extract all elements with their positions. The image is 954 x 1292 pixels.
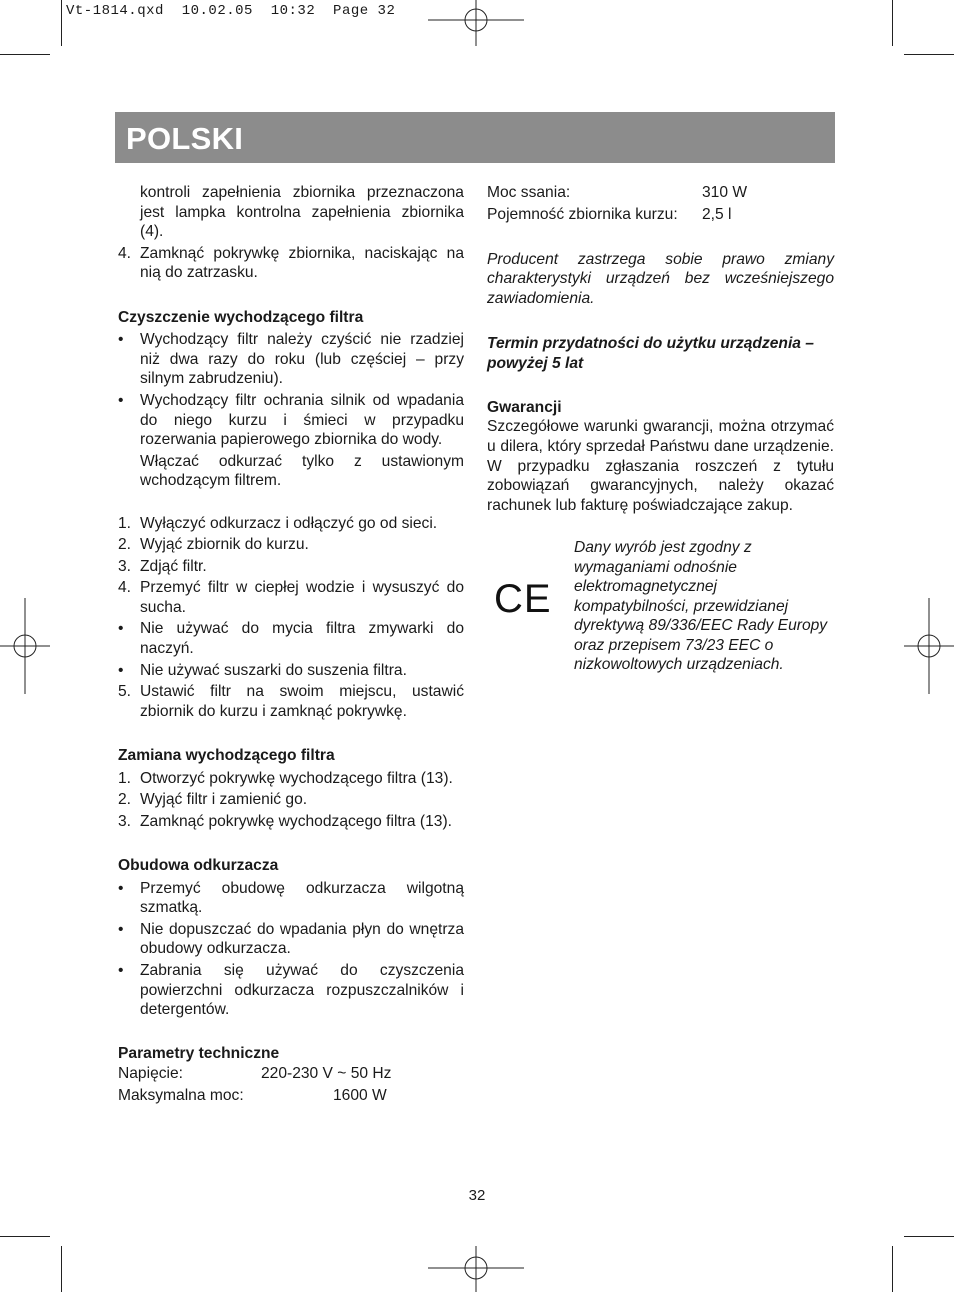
list-item	[118, 661, 464, 681]
list-item	[118, 920, 464, 959]
list-item-text: Wychodzący filtr należy czyścić nie rzadziej niż dwa razy do roku (lub częściej – przy silnym zabrudzeniu).	[140, 331, 464, 388]
list-item-text: Nie dopuszczać do wpadania płyn do wnętrza obudowy odkurzacza.	[140, 920, 464, 958]
page-number: 32	[468, 1187, 486, 1204]
list-marker: 5.	[118, 683, 132, 701]
list-marker: •	[118, 920, 124, 938]
param-label: Moc ssania:	[487, 184, 571, 201]
list-item	[118, 244, 464, 283]
list-marker: 2.	[118, 791, 132, 809]
list-marker: •	[118, 661, 124, 679]
list-item	[118, 330, 464, 389]
list-item-note: Włączać odkurzać tylko z ustawionym wchodzącym filtrem.	[140, 452, 464, 490]
list-marker: •	[118, 879, 124, 897]
ce-text: Dany wyrób jest zgodny z wymaganiami odnośnie elektromagnetycznej kompatybilności, przewidzianej dyrektywą 89/336/EEC Rady Europy oraz przepisem 73/23 EEC o nizkowoltowych urządzeniach.	[574, 538, 828, 674]
list-item	[118, 391, 464, 450]
list-marker: 3.	[118, 557, 132, 575]
list-item-text: Przemyć obudowę odkurzacza wilgotną szmatką.	[140, 879, 464, 917]
list-item	[118, 557, 464, 577]
list-item-text: Zamknąć pokrywkę zbiornika, naciskając na nią do zatrzasku.	[140, 244, 464, 282]
section-heading: Parametry techniczne	[118, 1045, 280, 1063]
list-item-text: Wyjąć filtr i zamienić go.	[140, 791, 308, 809]
registration-mark	[428, 1246, 524, 1292]
list-item-text: Wyjąć zbiornik do kurzu.	[140, 536, 309, 554]
list-item-text: Wyłączyć odkurzacz i odłączyć go od sieci.	[140, 514, 438, 532]
list-item-text: Przemyć filtr w ciepłej wodzie i wysuszyć do sucha.	[140, 579, 464, 616]
list-item	[118, 514, 464, 534]
left-column	[118, 183, 464, 1108]
warranty-text: Szczegółowe warunki gwarancji, można otrzymać u dilera, który sprzedał Państwu dane urządzenie. W przypadku zgłaszania roszczeń z tytułu zobowiązań gwarancyjnych, należy okazać rachunek lub fakturę poświadczające zakup.	[487, 418, 834, 514]
list-item-text: Nie używać suszarki do suszenia filtra.	[140, 661, 407, 679]
list-item	[118, 619, 464, 658]
ce-declaration	[487, 538, 834, 675]
language-banner	[115, 112, 835, 163]
registration-mark	[0, 598, 50, 694]
list-item	[118, 790, 464, 810]
list-marker: 1.	[118, 514, 132, 532]
list-item	[118, 682, 464, 721]
list-marker: 1.	[118, 769, 132, 787]
section-heading: Obudowa odkurzacza	[118, 857, 279, 874]
crop-mark	[892, 1246, 893, 1292]
file-slug: Vt-1814.qxd 10.02.05 10:32 Page 32	[66, 3, 396, 19]
intro-continuation: kontroli zapełnienia zbiornika przeznaczona jest lampka kontrolna zapełnienia zbiornika (4).	[140, 184, 464, 241]
list-marker: •	[118, 391, 124, 409]
cleaning-steps	[118, 514, 464, 722]
section-heading: Gwarancji	[487, 398, 562, 416]
list-item-text: Nie używać do mycia filtra zmywarki do naczyń.	[140, 620, 464, 658]
list-item	[118, 535, 464, 555]
list-marker: •	[118, 620, 124, 638]
registration-mark	[428, 0, 524, 46]
housing-items	[118, 879, 464, 1020]
list-item-text: Ustawić filtr na swoim miejscu, ustawić zbiornik do kurzu i zamknąć pokrywkę.	[140, 683, 464, 720]
list-item	[118, 961, 464, 1020]
list-marker: 4.	[118, 244, 132, 262]
crop-mark	[61, 1246, 62, 1292]
list-marker: •	[118, 331, 124, 349]
ce-mark-icon	[494, 576, 552, 621]
crop-mark	[0, 54, 50, 55]
param-label: Maksymalna moc:	[118, 1086, 244, 1104]
param-value: 220-230 V ~ 50 Hz	[261, 1064, 392, 1082]
param-label: Napięcie:	[118, 1064, 184, 1082]
replace-steps	[118, 769, 464, 832]
list-item-text: Wychodzący filtr ochrania silnik od wpadania do niego kurzu i śmieci w przypadku rozerwania papierowego zbiornika do wody.	[140, 391, 464, 449]
param-row	[487, 205, 834, 227]
list-marker: 4.	[118, 579, 132, 597]
list-marker: •	[118, 961, 124, 979]
manufacturer-disclaimer: Producent zastrzega sobie prawo zmiany charakterystyki urządzeń bez wcześniejszego zawiadomienia.	[487, 250, 834, 307]
param-row	[487, 183, 834, 205]
param-value: 310 W	[702, 184, 748, 201]
list-marker: 3.	[118, 812, 132, 830]
crop-mark	[61, 0, 62, 46]
crop-mark	[904, 1236, 954, 1237]
right-column	[487, 183, 834, 675]
param-value: 1600 W	[333, 1086, 387, 1104]
param-value: 2,5 l	[702, 206, 732, 223]
param-row	[118, 1086, 464, 1108]
list-item	[118, 769, 464, 789]
service-life-note: Termin przydatności do użytku urządzenia – powyżej 5 lat	[487, 334, 814, 372]
list-item-text: Zdjąć filtr.	[140, 557, 207, 575]
section-heading: Czyszczenie wychodzącego filtra	[118, 308, 364, 326]
registration-mark	[904, 598, 954, 694]
list-marker: 2.	[118, 536, 132, 554]
list-item-text: Zabrania się używać do czyszczenia powierzchni odkurzacza rozpuszczalników i detergentów.	[140, 961, 464, 1019]
list-item-text: Otworzyć pokrywkę wychodzącego filtra (13).	[140, 769, 453, 787]
crop-mark	[892, 0, 893, 46]
list-item	[118, 578, 464, 617]
param-label: Pojemność zbiornika kurzu:	[487, 206, 678, 223]
ce-mark-text: CE	[494, 576, 552, 621]
list-item	[118, 812, 464, 832]
crop-mark	[904, 54, 954, 55]
section-heading: Zamiana wychodzącego filtra	[118, 747, 335, 765]
list-item-text: Zamknąć pokrywkę wychodzącego filtra (13).	[140, 812, 452, 830]
crop-mark	[0, 1236, 50, 1237]
param-row	[118, 1064, 464, 1086]
banner-title: POLSKI	[126, 121, 244, 156]
list-item	[118, 879, 464, 918]
